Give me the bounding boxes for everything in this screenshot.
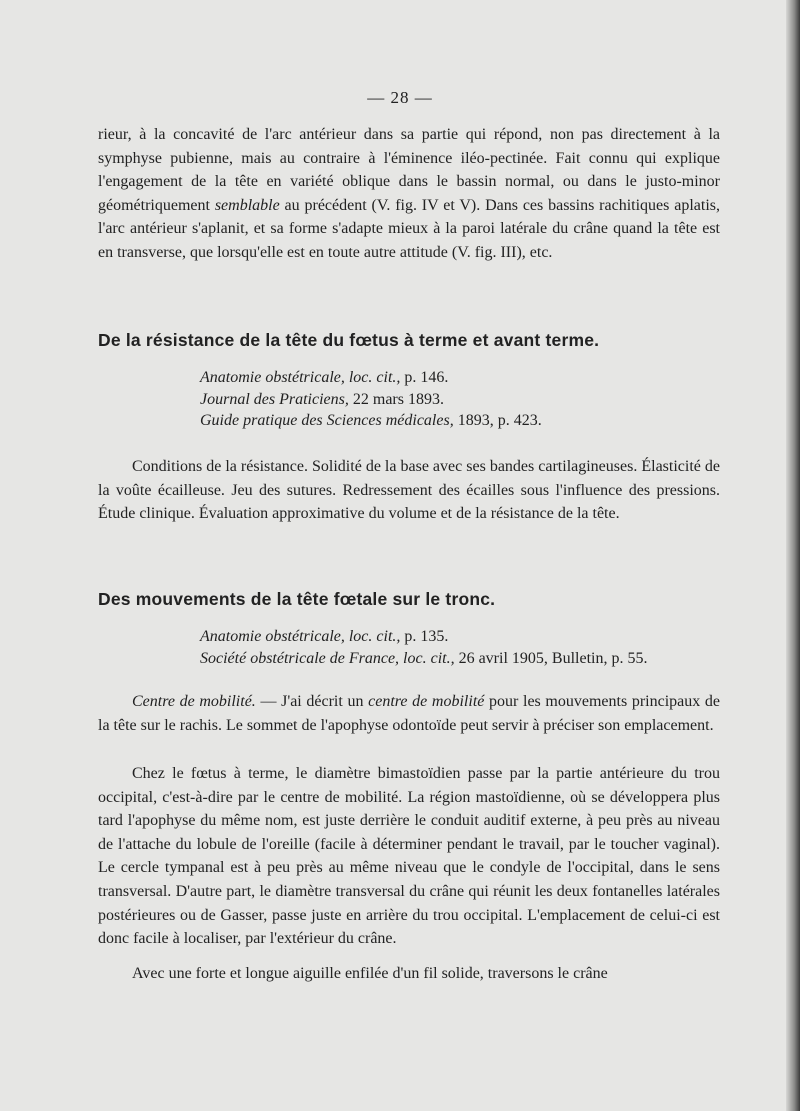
intro-paragraph (98, 123, 720, 265)
book-spine-shadow (786, 0, 800, 1111)
page-number: — 28 — (367, 88, 433, 107)
references-resistance (200, 367, 720, 432)
reference-item: Journal des Praticiens, 22 mars 1893. (200, 390, 444, 408)
references-mouvements (200, 626, 720, 669)
reference-item: Anatomie obstétricale, loc. cit., p. 135. (200, 628, 449, 645)
resistance-paragraph: Conditions de la résistance. Solidité de la base avec ses bandes cartilagineuses. Élasticité de la voûte écailleuse. Jeu des sutures. Redressement des écailles sous l'influence des pressions. Étude clinique. Évaluation approximative du volume et de la résistance de la tête. (98, 458, 720, 523)
intro-text-2: au précédent (V. fig. IV et V). Dans ces bassins rachitiques aplatis, l'arc antérieur s'aplanit, et sa forme s'adapte mieux à la paroi latérale du crâne quand la tête est en transverse, que lorsqu'elle est en toute autre attitude (V. fig. III), etc. (98, 196, 720, 261)
reference-item: Anatomie obstétricale, loc. cit., p. 146. (200, 369, 449, 386)
reference-item: Société obstétricale de France, loc. cit., 26 avril 1905, Bulletin, p. 55. (200, 649, 648, 667)
mobility-paragraph: Centre de mobilité. — J'ai décrit un centre de mobilité pour les mouvements principaux de la tête sur le rachis. Le sommet de l'apophyse odontoïde peut servir à préciser son emplacement. (98, 693, 721, 734)
foetus-paragraph: Chez le fœtus à terme, le diamètre bimastoïdien passe par la partie antérieure du trou occipital, c'est-à-dire par le centre de mobilité. La région mastoïdienne, où se développera plus tard l'apophyse du même nom, est juste derrière le conduit auditif externe, à peu près au niveau de l'attache du lobule de l'oreille (facile à déterminer pendant le travail, par le toucher vaginal). Le cercle tympanal est à peu près au même niveau que le condyle de l'occipital, dans le sens transversal. D'autre part, le diamètre transversal du crâne qui réunit les deux fontanelles latérales postérieures ou de Gasser, passe juste en arrière du trou occipital. L'emplacement de celui-ci est donc facile à localiser, par l'extérieur du crâne. (98, 765, 720, 948)
section-heading-resistance: De la résistance de la tête du fœtus à terme et avant terme. (98, 330, 600, 350)
intro-text-1: rieur, à la concavité de l'arc antérieur dans sa partie qui répond, non pas directement à la symphyse pubienne, mais au contraire à l'éminence iléo-pectinée. Fait connu qui explique l'engagement de la tête en variété oblique dans le bassin normal, ou dans le justo-minor géométriquement (98, 126, 720, 214)
intro-italic: semblable (214, 196, 280, 214)
reference-item: Guide pratique des Sciences médicales, 1893, p. 423. (200, 412, 542, 429)
needle-paragraph: Avec une forte et longue aiguille enfilée d'un fil solide, traversons le crâne (132, 965, 608, 982)
mobility-lead: Centre de mobilité. (132, 693, 256, 710)
section-heading-mouvements: Des mouvements de la tête fœtale sur le tronc. (98, 589, 496, 609)
